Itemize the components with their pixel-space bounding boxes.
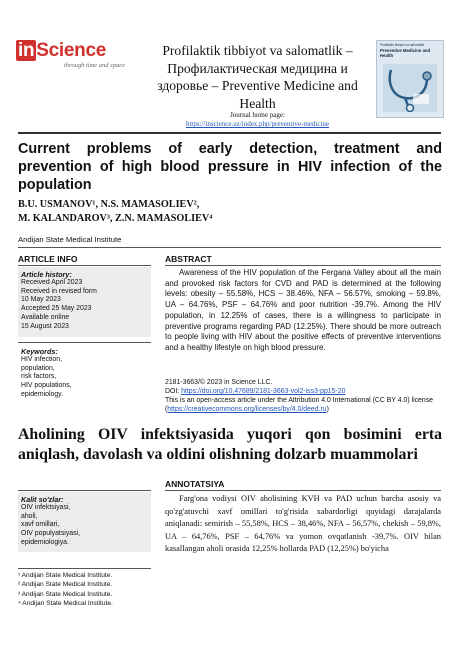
homepage-label: Journal home page: xyxy=(230,111,285,119)
doi-link[interactable]: https://doi.org/10.47689/2181-3663-vol2-iss3-pp15-20 xyxy=(181,388,346,395)
uz-abstract-heading: ANNOTATSIYA xyxy=(165,479,225,489)
uz-keyword: epidemiologiya. xyxy=(21,538,69,546)
header-rule xyxy=(18,132,441,134)
license-pre: This is an open-access article under the Attribution 4.0 International (CC BY 4.0) license ( xyxy=(165,397,433,413)
abstract-heading: ABSTRACT xyxy=(165,254,212,264)
uz-abstract-text: Farg'ona vodiysi OIV aholisining KVH va PAD uchun barcha asosiy va qo'zg'atuvchi xavf omillari to'g'risida xabardorligi quyidagi darajalarda aniqlanadi: semirish – 55,58%, HCS – 38,46%, NFA – 56,57%, chekish – 59,8%, UA – 64,76%, PSF – 64,76% va yomon ovqatlanish -39,7%. OIV bilan kasallangan aholi orasida 12,25% hollarda PAD (12,25%) bo'yicha xyxy=(165,494,441,554)
keywords-rule xyxy=(18,342,151,343)
uz-keywords-label: Kalit so'zlar: xyxy=(21,495,64,504)
license-post: ) xyxy=(326,406,329,413)
article-info-rule xyxy=(18,265,151,266)
license-line xyxy=(165,396,441,414)
affiliation: Andijan State Medical Institute xyxy=(18,235,122,244)
keywords-label: Keywords: xyxy=(21,347,58,356)
uz-keywords-top-rule xyxy=(18,490,151,491)
authors-line1: B.U. USMANOV¹, N.S. MAMASOLIEV², xyxy=(18,199,200,210)
abstract-text: Awareness of the HIV population of the Fergana Valley about all the main and provoked risk factors for CVD and PAD is determined at the following levels: obesity – 55.58%, HCS – 38.46%, NFA – 56.57%, smoking – 59.8%, UA – 64.76%, PSF – 64.76% and poor nutrition -39.7%. Among the HIV population, in 12.25% of cases, there is a willingness to participate in preventive programs regarding PAD (12.25%). There should be more outreach to people living with HIV about the positive effects of preventive interventions and a healthy lifestyle on high blood pressure. xyxy=(165,268,441,352)
footnote: ² Andijan State Medical Institute. xyxy=(18,581,113,589)
journal-homepage xyxy=(150,111,365,129)
keyword: risk factors, xyxy=(21,373,57,381)
affiliation-rule xyxy=(18,247,441,248)
history-item: Received April 2023 xyxy=(21,279,83,286)
keyword: HIV populations, xyxy=(21,382,72,390)
footnote: ¹ Andijan State Medical Institute. xyxy=(18,572,113,579)
uz-keywords-box xyxy=(18,492,151,552)
history-label: Article history: xyxy=(21,270,72,279)
article-meta xyxy=(165,378,441,414)
footnote: ⁴ Andijan State Medical Institute. xyxy=(18,600,113,608)
uz-article-title: Aholining OIV infektsiyasida yuqori qon bosimini erta aniqlash, davolash va oldini olishning dolzarb muammolari xyxy=(18,426,442,463)
homepage-link[interactable]: https://inscience.uz/index.php/preventive-medicine xyxy=(185,120,330,128)
uz-keyword: OIV infektsiyasi, xyxy=(21,504,71,511)
uz-abstract-rule xyxy=(165,490,441,491)
history-item: Accepted 25 May 2023 xyxy=(21,305,92,313)
uz-keywords-list xyxy=(21,504,148,548)
keyword: population, xyxy=(21,364,55,372)
authors xyxy=(18,198,318,226)
keywords-box xyxy=(18,344,151,399)
cover-line1: Profilaktik tibbiyot va salomatlik xyxy=(380,43,425,47)
logo-tagline: through time and space xyxy=(64,62,125,69)
issn-line: 2181-3663/© 2023 in Science LLC. xyxy=(165,379,273,386)
keyword: epidemiology. xyxy=(21,390,64,398)
license-link[interactable]: https://creativecommons.org/licenses/by/4.0/deed.ru xyxy=(167,406,327,413)
abstract-rule xyxy=(165,265,441,266)
publisher-logo xyxy=(16,40,142,72)
history-item: Available online xyxy=(21,313,70,321)
uz-keyword: aholi, xyxy=(21,512,38,520)
history-item: Received in revised form xyxy=(21,287,97,295)
stethoscope-icon xyxy=(383,64,437,112)
history-item: 10 May 2023 xyxy=(21,296,61,304)
uz-keyword: xavf omillari, xyxy=(21,521,60,529)
keywords-list xyxy=(21,356,148,400)
history-list xyxy=(21,279,148,331)
doi-label: DOI: xyxy=(165,388,182,395)
logo-in: in xyxy=(18,40,35,61)
history-item: 15 August 2023 xyxy=(21,322,69,330)
footnote: ³ Andijan State Medical Institute. xyxy=(18,590,113,598)
article-info-heading: ARTICLE INFO xyxy=(18,254,78,264)
uz-keyword: OIV populyatsiyasi, xyxy=(21,530,80,538)
logo-science: Science xyxy=(36,40,107,61)
cover-line2: Preventive Medicine and Health xyxy=(380,48,431,58)
doi-line xyxy=(165,387,441,396)
footnotes xyxy=(18,571,113,609)
journal-cover-image xyxy=(376,40,444,118)
journal-title: Profilaktik tibbiyot va salomatlik – Профилактическая медицина и здоровье – Preventive Medicine and Health xyxy=(157,43,358,111)
footnote-rule xyxy=(18,568,151,569)
authors-line2: M. KALANDAROV³, Z.N. MAMASOLIEV⁴ xyxy=(18,213,213,224)
keyword: HIV infection, xyxy=(21,356,62,363)
article-title: Current problems of early detection, treatment and prevention of high blood pressure in HIV infection of the population xyxy=(18,141,442,193)
article-history-box xyxy=(18,267,151,337)
